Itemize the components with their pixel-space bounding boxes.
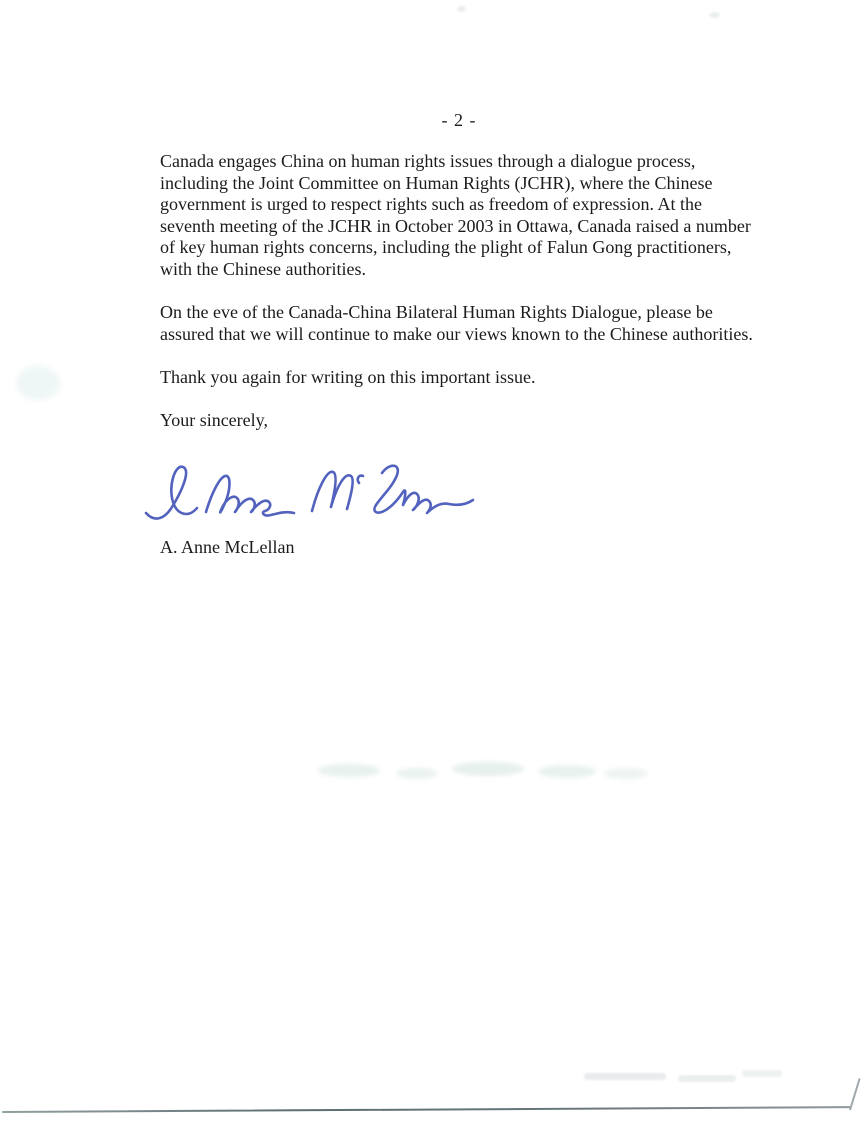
page-corner-fold-line [849, 1078, 860, 1110]
letter-body [160, 151, 758, 580]
scan-smudge-bottom [742, 1070, 782, 1077]
bleed-through-smudge [452, 762, 524, 776]
scan-page-bottom-edge-line [2, 1106, 851, 1113]
paragraph-thank-you: Thank you again for writing on this important issue. [160, 366, 536, 387]
scan-speck [457, 6, 466, 12]
scan-smudge-left-edge [16, 366, 60, 400]
closing-line: Your sincerely, [160, 410, 268, 431]
paragraph-dialogue-process: Canada engages China on human rights issues through a dialogue process, including the Joint Committee on Human Rights (JCHR), where the Chinese government is urged to respect rights such as freedom of expression. At the seventh meeting of the JCHR in October 2003 in Ottawa, Canada raised a number of key human rights concerns, including the plight of Falun Gong practitioners, with the Chinese authorities. [160, 151, 751, 279]
scan-smudge-bottom [678, 1075, 736, 1082]
bleed-through-smudge [604, 768, 648, 779]
bleed-through-smudge [538, 765, 596, 778]
bleed-through-smudge [318, 764, 380, 777]
scan-smudge-bottom [584, 1073, 666, 1080]
paragraph-bilateral-dialogue: On the eve of the Canada-China Bilateral Human Rights Dialogue, please be assured that we will continue to make our views known to the Chinese authorities. [160, 302, 753, 344]
scan-speck [709, 12, 720, 18]
page-number: - 2 - [441, 110, 477, 130]
bleed-through-smudge [396, 768, 438, 779]
handwritten-signature [144, 455, 476, 537]
signer-name: A. Anne McLellan [160, 536, 295, 557]
